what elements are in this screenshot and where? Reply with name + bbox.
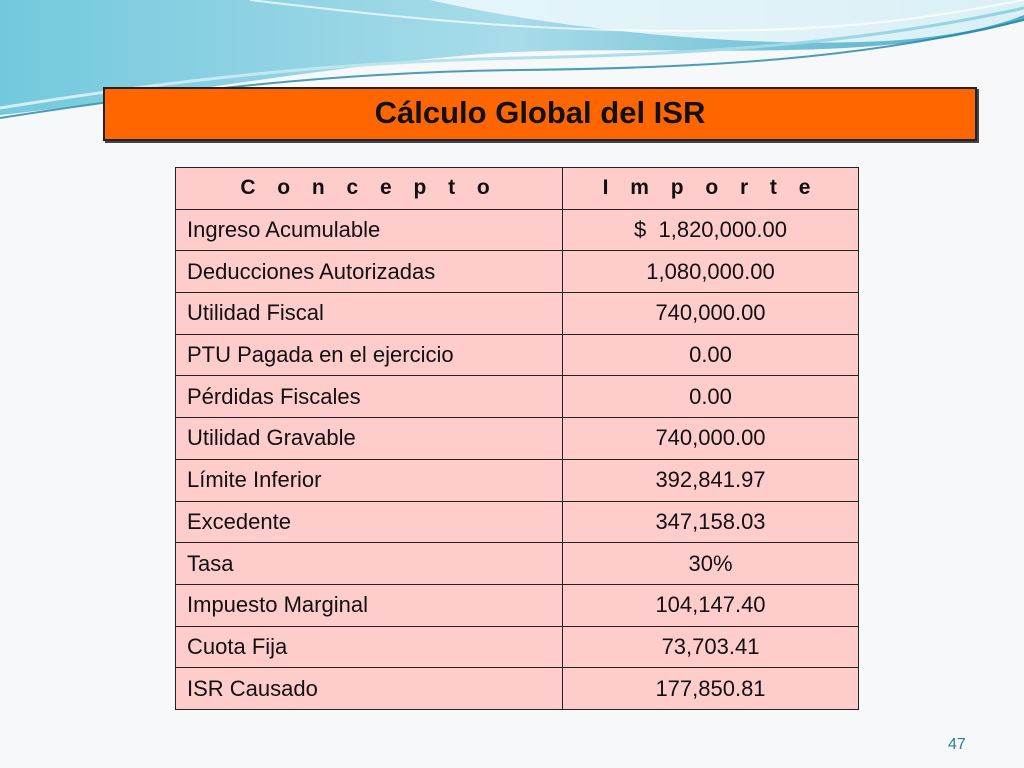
row-importe: 740,000.00 (563, 418, 859, 460)
table-row (176, 293, 859, 335)
row-importe: 392,841.97 (563, 459, 859, 501)
row-concepto: Utilidad Fiscal (176, 293, 563, 335)
row-importe: 0.00 (563, 376, 859, 418)
row-importe: 740,000.00 (563, 293, 859, 335)
row-importe: 104,147.40 (563, 584, 859, 626)
table-row (176, 251, 859, 293)
table-row (176, 418, 859, 460)
table-row (176, 209, 859, 251)
table-row (176, 584, 859, 626)
row-concepto: Deducciones Autorizadas (176, 251, 563, 293)
slide-title: Cálculo Global del ISR (374, 95, 706, 130)
row-importe: 0.00 (563, 334, 859, 376)
row-importe: 347,158.03 (563, 501, 859, 543)
row-concepto: Utilidad Gravable (176, 418, 563, 460)
row-concepto: Límite Inferior (176, 459, 563, 501)
table-header-row (176, 168, 859, 210)
row-importe: $ 1,820,000.00 (563, 209, 859, 251)
row-concepto: ISR Causado (176, 668, 563, 710)
table-row (176, 543, 859, 585)
row-concepto: Impuesto Marginal (176, 584, 563, 626)
table-row (176, 501, 859, 543)
row-importe: 30% (563, 543, 859, 585)
row-importe: 73,703.41 (563, 626, 859, 668)
table-row (176, 334, 859, 376)
page-number: 47 (948, 736, 966, 753)
row-concepto: Excedente (176, 501, 563, 543)
row-importe: 177,850.81 (563, 668, 859, 710)
row-concepto: PTU Pagada en el ejercicio (176, 334, 563, 376)
table-row (176, 668, 859, 710)
header-concepto: C o n c e p t o (176, 168, 563, 210)
row-concepto: Tasa (176, 543, 563, 585)
isr-calculation-table (175, 167, 859, 710)
row-concepto: Ingreso Acumulable (176, 209, 563, 251)
table-row (176, 376, 859, 418)
row-concepto: Cuota Fija (176, 626, 563, 668)
row-importe: 1,080,000.00 (563, 251, 859, 293)
slide-title-banner (103, 87, 977, 141)
row-concepto: Pérdidas Fiscales (176, 376, 563, 418)
table-row (176, 626, 859, 668)
table-row (176, 459, 859, 501)
header-importe: I m p o r t e (563, 168, 859, 210)
